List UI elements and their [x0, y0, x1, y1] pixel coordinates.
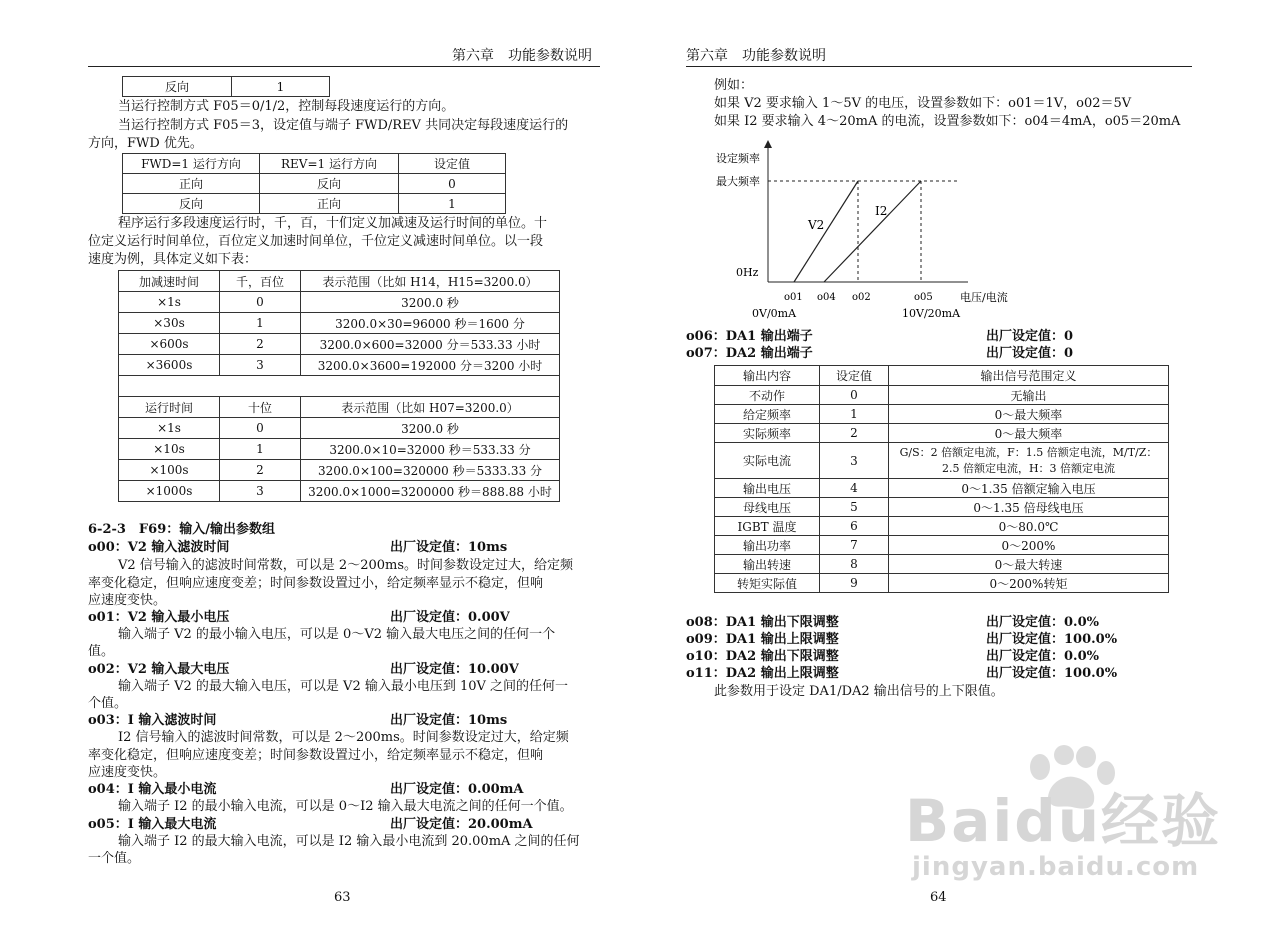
table-header: REV=1 运行方向	[260, 154, 399, 174]
paragraph: 输入端子 I2 的最小输入电流，可以是 0～I2 输入最大电流之间的任何一个值。	[118, 799, 573, 814]
paragraph: 例如：	[714, 78, 754, 93]
paragraph: 程序运行多段速度运行时，千，百，十们定义加减速及运行时间的单位。十	[118, 216, 548, 231]
param-o05-default: 出厂设定值：20.00mA	[390, 817, 533, 832]
table-header: 运行时间	[119, 397, 220, 418]
table-row	[119, 334, 560, 355]
table-cell: 4	[820, 479, 889, 498]
table-header: 千，百位	[220, 271, 301, 292]
table-cell: 3200.0×600=32000 分＝533.33 小时	[301, 334, 560, 355]
param-o03-default: 出厂设定值：10ms	[390, 713, 508, 728]
table-cell-line: G/S：2 倍额定电流，F：1.5 倍额定电流，M/T/Z：	[899, 445, 1158, 459]
v2-curve	[794, 181, 858, 282]
table-cell: ×100s	[119, 460, 220, 481]
table-row	[715, 555, 1169, 574]
param-o06-default: 出厂设定值：0	[986, 329, 1074, 344]
table-cell: 1	[220, 439, 301, 460]
paragraph: 率变化稳定，但响应速度变差；时间参数设置过小，给定频率显示不稳定，但响	[88, 576, 544, 591]
param-o10-default: 出厂设定值：0.0%	[986, 649, 1099, 664]
table-cell: 无输出	[889, 386, 1169, 405]
table-cell: ×1s	[119, 292, 220, 313]
x-axis-label: 电压/电流	[960, 291, 1008, 304]
left-header-rule	[88, 66, 600, 67]
left-page-header: 第六章 功能参数说明	[452, 48, 592, 64]
table-cell: 0～1.35 倍母线电压	[889, 498, 1169, 517]
table-cell: 反向	[123, 194, 260, 214]
watermark-logo: Baidu经验	[905, 787, 1222, 855]
y-axis-label: 设定频率	[716, 152, 760, 165]
param-o02-name: o02：V2 输入最大电压	[88, 662, 230, 677]
paragraph: 如果 I2 要求输入 4～20mA 的电流，设置参数如下：o04＝4mA，o05＝20mA	[714, 114, 1181, 129]
param-o06-name: o06：DA1 输出端子	[686, 329, 813, 344]
table-cell: 3	[820, 443, 889, 479]
table-row	[119, 460, 560, 481]
table-row	[119, 355, 560, 376]
param-o09-default: 出厂设定值：100.0%	[986, 632, 1118, 647]
table-cell: 0	[220, 418, 301, 439]
v2-curve-label: V2	[808, 218, 825, 232]
table-cell: 3200.0×1000=3200000 秒＝888.88 小时	[301, 481, 560, 502]
param-o04-default: 出厂设定值：0.00mA	[390, 782, 524, 797]
table-cell: 0～200%	[889, 536, 1169, 555]
table-row	[715, 386, 1169, 405]
tick-o05: o05	[914, 292, 933, 303]
watermark-url: jingyan.baidu.com	[912, 852, 1200, 882]
paragraph: 当运行控制方式 F05＝0/1/2，控制每段速度运行的方向。	[118, 99, 455, 114]
table-cell: 1	[220, 313, 301, 334]
table-cell: 8	[820, 555, 889, 574]
table-cell: 2	[220, 460, 301, 481]
param-o07-default: 出厂设定值：0	[986, 346, 1074, 361]
table-cell: 反向	[260, 174, 399, 194]
output-signal-table	[714, 365, 1169, 593]
table-cell: 不动作	[715, 386, 820, 405]
table-cell: 1	[399, 194, 506, 214]
time-unit-table	[118, 270, 560, 502]
param-o08-name: o08：DA1 输出下限调整	[686, 615, 839, 630]
table-cell: 实际电流	[715, 443, 820, 479]
tick-o01: o01	[784, 292, 803, 303]
fwd-rev-table	[122, 153, 506, 214]
table-cell: 3200.0×3600=192000 分＝3200 小时	[301, 355, 560, 376]
paragraph: 应速度变快。	[88, 593, 167, 608]
table-row	[715, 517, 1169, 536]
paragraph: 输入端子 V2 的最小输入电压，可以是 0～V2 输入最大电压之间的任何一个	[118, 627, 556, 642]
paragraph: 速度为例，具体定义如下表：	[88, 252, 258, 267]
table-cell: 输出转速	[715, 555, 820, 574]
param-o01-default: 出厂设定值：0.00V	[390, 610, 510, 625]
paragraph: 输入端子 V2 的最大输入电压，可以是 V2 输入最小电压到 10V 之间的任何一	[118, 679, 569, 694]
paragraph: V2 信号输入的滤波时间常数，可以是 2～200ms。时间参数设定过大，给定频	[118, 558, 574, 573]
min-axis-label: 0V/0mA	[752, 307, 797, 320]
max-frequency-label: 最大频率	[716, 175, 760, 188]
tick-o04: o04	[817, 292, 836, 303]
table-header: 加减速时间	[119, 271, 220, 292]
max-axis-label: 10V/20mA	[902, 307, 961, 320]
table-row	[123, 194, 506, 214]
param-o03-name: o03：I 输入滤波时间	[88, 713, 217, 728]
table-spacer-row	[119, 376, 560, 397]
paragraph: 如果 V2 要求输入 1～5V 的电压，设置参数如下：o01＝1V，o02＝5V	[714, 96, 1132, 111]
paragraph: 当运行控制方式 F05＝3，设定值与端子 FWD/REV 共同决定每段速度运行的	[118, 118, 569, 133]
table-row	[119, 418, 560, 439]
right-header-rule	[686, 66, 1192, 67]
table-cell: 1	[820, 405, 889, 424]
table-header: 输出内容	[715, 366, 820, 386]
paragraph: 位定义运行时间单位，百位定义加速时间单位，千位定义减速时间单位。以一段	[88, 234, 544, 249]
table-cell: 0～最大频率	[889, 405, 1169, 424]
i2-curve-label: I2	[875, 204, 888, 218]
table-header: 设定值	[820, 366, 889, 386]
table-cell-line: 2.5 倍额定电流，H：3 倍额定电流	[941, 461, 1116, 475]
paragraph: 此参数用于设定 DA1/DA2 输出信号的上下限值。	[714, 684, 1004, 699]
table-cell: ×1000s	[119, 481, 220, 502]
table-cell: 0～1.35 倍额定输入电压	[889, 479, 1169, 498]
table-header: FWD=1 运行方向	[123, 154, 260, 174]
table-row	[715, 424, 1169, 443]
paragraph: 值。	[88, 644, 115, 659]
param-o08-default: 出厂设定值：0.0%	[986, 615, 1099, 630]
tick-o02: o02	[852, 292, 871, 303]
table-cell: 0～最大频率	[889, 424, 1169, 443]
paragraph: 方向，FWD 优先。	[88, 136, 203, 151]
table-cell: 0	[399, 174, 506, 194]
table-cell: 3200.0×100=320000 秒＝5333.33 分	[301, 460, 560, 481]
table-cell: 实际频率	[715, 424, 820, 443]
param-o09-name: o09：DA1 输出上限调整	[686, 632, 839, 647]
paragraph: I2 信号输入的滤波时间常数，可以是 2～200ms。时间参数设定过大，给定频	[118, 730, 569, 745]
table-cell: 0	[820, 386, 889, 405]
table-row	[715, 443, 1169, 479]
table-header: 表示范围（比如 H07=3200.0）	[301, 397, 560, 418]
table-cell: 正向	[123, 174, 260, 194]
param-o05-name: o05：I 输入最大电流	[88, 817, 217, 832]
paragraph: 个值。	[88, 696, 128, 711]
table-cell: 0～最大转速	[889, 555, 1169, 574]
param-o02-default: 出厂设定值：10.00V	[390, 662, 519, 677]
zero-hz-label: 0Hz	[736, 266, 759, 279]
param-o00-default: 出厂设定值：10ms	[390, 540, 508, 555]
table-cell: 母线电压	[715, 498, 820, 517]
frequency-curve-graph	[700, 140, 1030, 325]
i2-curve	[824, 181, 921, 282]
table-cell: 给定频率	[715, 405, 820, 424]
table-cell: 5	[820, 498, 889, 517]
table-cell: 3200.0 秒	[301, 418, 560, 439]
table-cell: ×30s	[119, 313, 220, 334]
table-cell: 3	[220, 481, 301, 502]
table-cell	[889, 443, 1169, 479]
direction-label: 反向	[123, 77, 232, 97]
paragraph: 输入端子 I2 的最大输入电流，可以是 I2 输入最小电流到 20.00mA 之间的任何	[118, 834, 580, 849]
table-cell: 2	[820, 424, 889, 443]
table-cell: 输出功率	[715, 536, 820, 555]
direction-value: 1	[232, 77, 330, 97]
table-cell: 3	[220, 355, 301, 376]
table-cell: 3200.0×10=32000 秒＝533.33 分	[301, 439, 560, 460]
table-row	[715, 536, 1169, 555]
table-row	[715, 479, 1169, 498]
param-o11-default: 出厂设定值：100.0%	[986, 666, 1118, 681]
table-row	[123, 174, 506, 194]
table-cell: 0～200%转矩	[889, 574, 1169, 593]
table-cell: ×600s	[119, 334, 220, 355]
table-cell: 6	[820, 517, 889, 536]
table-header: 十位	[220, 397, 301, 418]
table-cell: ×3600s	[119, 355, 220, 376]
page-number: 64	[930, 890, 947, 905]
direction-table	[122, 76, 330, 97]
table-row	[119, 439, 560, 460]
paragraph: 应速度变快。	[88, 765, 167, 780]
param-o11-name: o11：DA2 输出上限调整	[686, 666, 839, 681]
section-heading: 6-2-3 F69：输入/输出参数组	[88, 522, 275, 537]
paragraph: 一个值。	[88, 851, 141, 866]
table-row	[715, 574, 1169, 593]
table-header: 设定值	[399, 154, 506, 174]
paragraph: 率变化稳定，但响应速度变差；时间参数设置过小，给定频率显示不稳定，但响	[88, 748, 544, 763]
param-o04-name: o04：I 输入最小电流	[88, 782, 217, 797]
param-o00-name: o00：V2 输入滤波时间	[88, 540, 230, 555]
table-cell: 输出电压	[715, 479, 820, 498]
param-o10-name: o10：DA2 输出下限调整	[686, 649, 839, 664]
table-row	[715, 405, 1169, 424]
table-cell: 0～80.0℃	[889, 517, 1169, 536]
table-cell: 9	[820, 574, 889, 593]
table-cell: ×1s	[119, 418, 220, 439]
table-cell: 0	[220, 292, 301, 313]
page-number: 63	[334, 890, 351, 905]
table-row	[119, 292, 560, 313]
table-cell: 3200.0 秒	[301, 292, 560, 313]
table-cell: 3200.0×30=96000 秒＝1600 分	[301, 313, 560, 334]
table-row	[715, 498, 1169, 517]
table-cell: 7	[820, 536, 889, 555]
right-page-header: 第六章 功能参数说明	[686, 48, 826, 64]
table-cell: 转矩实际值	[715, 574, 820, 593]
table-header: 输出信号范围定义	[889, 366, 1169, 386]
table-cell: ×10s	[119, 439, 220, 460]
table-row	[119, 481, 560, 502]
table-cell: 正向	[260, 194, 399, 214]
table-row	[119, 313, 560, 334]
table-header: 表示范围（比如 H14，H15=3200.0）	[301, 271, 560, 292]
param-o07-name: o07：DA2 输出端子	[686, 346, 813, 361]
table-cell: 2	[220, 334, 301, 355]
param-o01-name: o01：V2 输入最小电压	[88, 610, 230, 625]
table-cell: IGBT 温度	[715, 517, 820, 536]
